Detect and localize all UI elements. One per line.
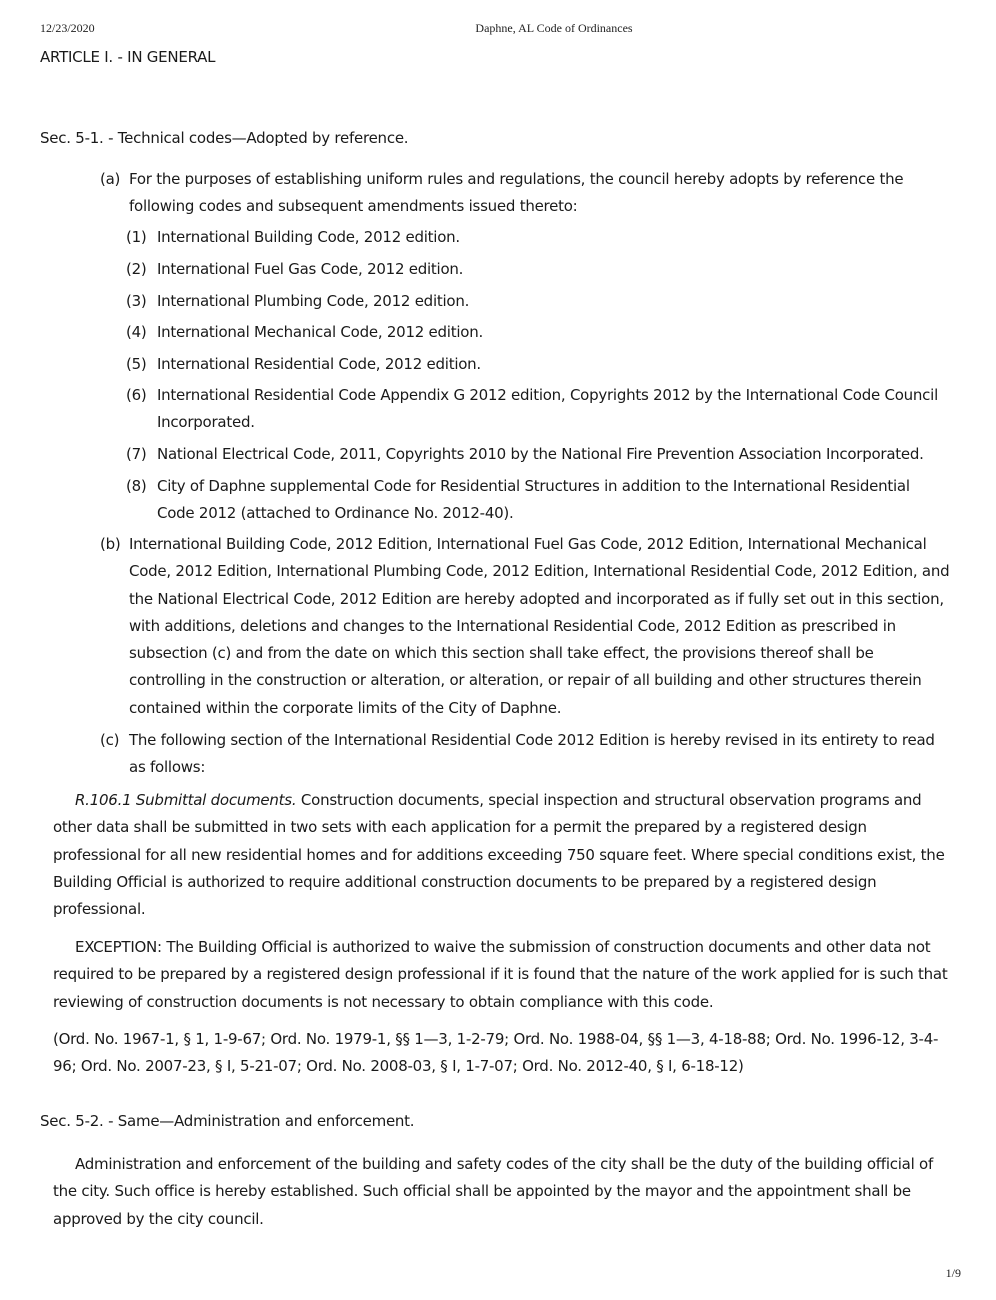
list-item-text: National Electrical Code, 2011, Copyrights 2010 by the National Fire Prevention Association Incorporated. [157, 445, 924, 463]
header-title: Daphne, AL Code of Ordinances [475, 21, 633, 35]
subsection-a-text: For the purposes of establishing uniform rules and regulations, the council hereby adopts by reference the following codes and subsequent amendments issued thereto: [129, 170, 904, 216]
subsection-a [100, 166, 951, 221]
list-item [126, 382, 951, 437]
article-title: ARTICLE I. - IN GENERAL [40, 48, 216, 66]
subsection-c-label: (c) [100, 731, 120, 749]
list-item-label: (3) [126, 292, 147, 310]
section-5-2-title: Sec. 5-2. - Same—Administration and enforcement. [40, 1112, 415, 1130]
r106-heading: R.106.1 Submittal documents. [75, 791, 297, 809]
header-date: 12/23/2020 [40, 21, 95, 35]
section-5-2-paragraph: Administration and enforcement of the building and safety codes of the city shall be the duty of the building official of the city. Such office is hereby established. Such official shall be appointed by the mayor and the appointment shall be approved by the city council. [53, 1155, 934, 1228]
list-item [126, 473, 951, 528]
r106-paragraph [53, 787, 951, 923]
page-number: 1/9 [945, 1266, 961, 1280]
subsection-a-label: (a) [100, 170, 121, 188]
section-5-1-title: Sec. 5-1. - Technical codes—Adopted by reference. [40, 129, 409, 147]
list-item-label: (8) [126, 477, 147, 495]
subsection-c-text: The following section of the International Residential Code 2012 Edition is hereby revised in its entirety to read as follows: [129, 731, 935, 777]
list-item-text: International Mechanical Code, 2012 edition. [157, 323, 483, 341]
list-item-label: (4) [126, 323, 147, 341]
list-item-label: (2) [126, 260, 147, 278]
list-item [126, 224, 951, 251]
list-item [126, 288, 951, 315]
list-item [126, 351, 951, 378]
list-item [126, 441, 951, 468]
list-item-text: International Building Code, 2012 edition. [157, 228, 460, 246]
list-item [126, 319, 951, 346]
list-item-label: (1) [126, 228, 147, 246]
subsection-c [100, 727, 951, 782]
history-note: (Ord. No. 1967-1, § 1, 1-9-67; Ord. No. 1979-1, §§ 1—3, 1-2-79; Ord. No. 1988-04, §§ 1—3, 4-18-88; Ord. No. 1996-12, 3-4-96; Ord. No. 2007-23, § I, 5-21-07; Ord. No. 2008-03, § I, 1-7-07; Ord. No. 2012-40, § I, 6-18-12) [53, 1030, 939, 1076]
subsection-b [100, 531, 951, 722]
list-item-text: International Fuel Gas Code, 2012 edition. [157, 260, 464, 278]
list-item-label: (5) [126, 355, 147, 373]
list-item-text: International Residential Code Appendix G 2012 edition, Copyrights 2012 by the International Code Council Incorporated. [157, 386, 938, 432]
list-item-text: City of Daphne supplemental Code for Residential Structures in addition to the International Residential Code 2012 (attached to Ordinance No. 2012-40). [157, 477, 910, 523]
subsection-b-label: (b) [100, 535, 121, 553]
list-item-label: (7) [126, 445, 147, 463]
list-item-label: (6) [126, 386, 147, 404]
list-item-text: International Plumbing Code, 2012 edition. [157, 292, 470, 310]
list-item-text: International Residential Code, 2012 edition. [157, 355, 481, 373]
exception-paragraph: EXCEPTION: The Building Official is authorized to waive the submission of construction documents and other data not required to be prepared by a registered design professional if it is found that the nature of the work applied for is such that reviewing of construction documents is not necessary to obtain compliance with this code. [53, 938, 948, 1011]
subsection-b-text: International Building Code, 2012 Edition, International Fuel Gas Code, 2012 Edition, International Mechanical Code, 2012 Edition, International Plumbing Code, 2012 Edition, International Residential Code, 2012 Edition, and the National Electrical Code, 2012 Edition are hereby adopted and incorporated as if fully set out in this section, with additions, deletions and changes to the International Residential Code, 2012 Edition as prescribed in subsection (c) and from the date on which this section shall take effect, the provisions thereof shall be controlling in the construction or alteration, or alteration, or repair of all building and other structures therein contained within the corporate limits of the City of Daphne. [129, 535, 950, 717]
list-item [126, 256, 951, 283]
r106-text: Construction documents, special inspection and structural observation programs and other data shall be submitted in two sets with each application for a permit the prepared by a registered design professional for all new residential homes and for additions exceeding 750 square feet. Where special conditions exist, the Building Official is authorized to require additional construction documents to be prepared by a registered design professional. [53, 791, 945, 919]
